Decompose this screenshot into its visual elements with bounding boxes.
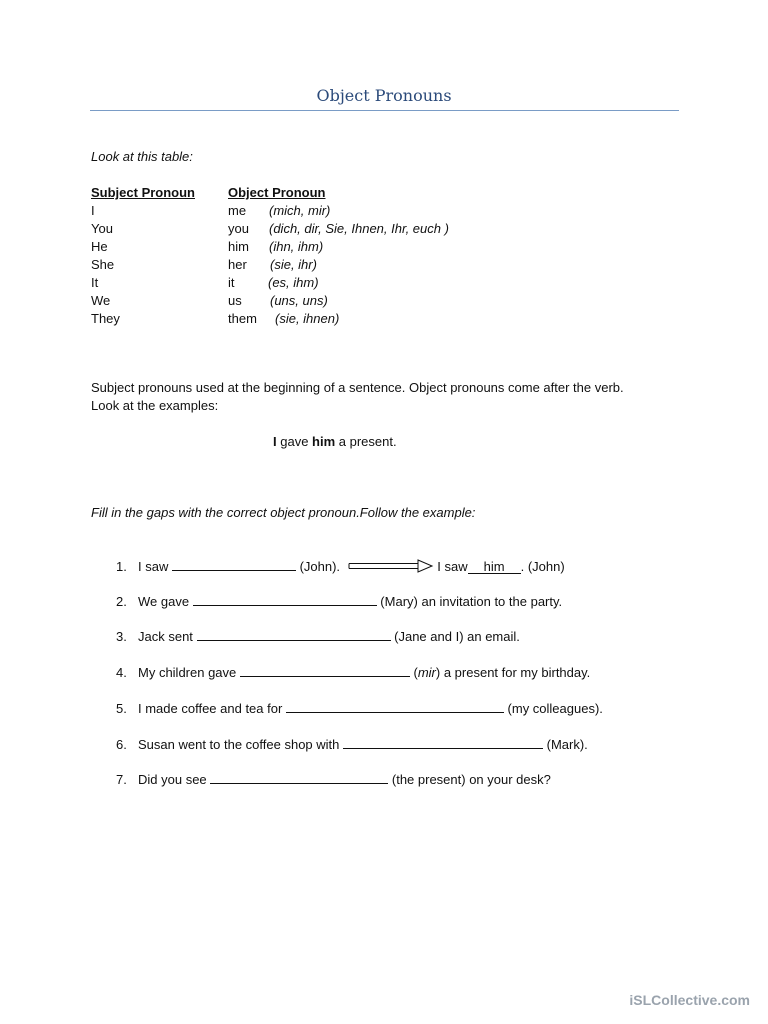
exercise-text: Jack sent [138,629,197,644]
object-cell: them [228,311,257,326]
german-cell: (uns, uns) [270,293,328,308]
german-cell: (dich, dir, Sie, Ihnen, Ihr, euch ) [269,221,449,236]
example-sentence [273,434,397,449]
subject-header: Subject Pronoun [91,185,195,200]
explanation-line-2: Look at the examples: [91,398,219,413]
answer-blank[interactable] [193,593,377,606]
item-number: 1. [116,559,127,574]
exercise-text: (Jane and I) an email. [390,629,520,644]
answer-blank[interactable] [197,628,391,641]
exercise-item-1 [116,558,565,576]
subject-cell: We [91,293,111,308]
intro-text: Look at this table: [91,149,193,164]
exercise-item-5 [116,700,603,718]
subject-cell: They [91,311,120,326]
answer-blank[interactable] [286,700,504,713]
example-subject: I [273,434,277,449]
subject-cell: She [91,257,115,272]
answer-blank[interactable] [240,664,410,677]
exercise-text: I made coffee and tea for [138,701,286,716]
subject-cell: You [91,221,113,236]
object-cell: her [228,257,247,272]
answer-blank[interactable] [172,558,296,571]
item-number: 7. [116,772,127,787]
example-verb: gave [276,434,313,449]
item-number: 3. [116,629,127,644]
example-object: him [312,434,336,449]
subject-cell: He [91,239,108,254]
item-number: 2. [116,594,127,609]
arrow-right-icon [348,559,434,573]
exercise-text: (John). [295,559,341,574]
exercise-text: Susan went to the coffee shop with [138,737,344,752]
page-title: Object Pronouns [316,86,452,105]
exercise-text: We gave [138,594,193,609]
object-cell: us [228,293,242,308]
object-cell: him [228,239,249,254]
object-cell: me [228,203,247,218]
german-cell: (sie, ihr) [270,257,317,272]
item-number: 6. [116,737,127,752]
subject-cell: It [91,275,99,290]
exercise-text: (Mark). [543,737,588,752]
item-number: 4. [116,665,127,680]
subject-cell: I [91,203,95,218]
instruction-text: Fill in the gaps with the correct object pronoun.Follow the example: [91,505,476,520]
german-cell: (ihn, ihm) [269,239,324,254]
exercise-text: ( [409,665,418,680]
example-answer: him [468,560,521,574]
german-cell: (mich, mir) [269,203,331,218]
exercise-item-7 [116,771,551,789]
example-answer-prefix: I saw [437,559,468,574]
item-number: 5. [116,701,127,716]
exercise-text: (the present) on your desk? [388,772,551,787]
german-cell: (sie, ihnen) [275,311,340,326]
answer-blank[interactable] [343,736,543,749]
exercise-item-3 [116,628,520,646]
exercise-text: Did you see [138,772,211,787]
object-header: Object Pronoun [228,185,326,200]
exercise-item-4 [116,664,590,682]
exercise-text: (Mary) an invitation to the party. [376,594,563,609]
exercise-text: I saw [138,559,172,574]
object-cell: you [228,221,249,236]
exercise-item-2 [116,593,562,611]
explanation-line-1: Subject pronouns used at the beginning of a sentence. Object pronouns come after the verb. [91,380,624,395]
german-cell: (es, ihm) [268,275,319,290]
example-answer-suffix: . (John) [520,559,565,574]
exercise-text: ) a present for my birthday. [435,665,591,680]
example-rest: a present. [335,434,397,449]
german-hint: mir [417,665,436,680]
exercise-text: (my colleagues). [503,701,603,716]
title-divider [90,110,679,111]
exercise-text: My children gave [138,665,240,680]
exercise-item-6 [116,736,588,754]
object-cell: it [228,275,235,290]
answer-blank[interactable] [210,771,388,784]
watermark: iSLCollective.com [629,992,750,1008]
